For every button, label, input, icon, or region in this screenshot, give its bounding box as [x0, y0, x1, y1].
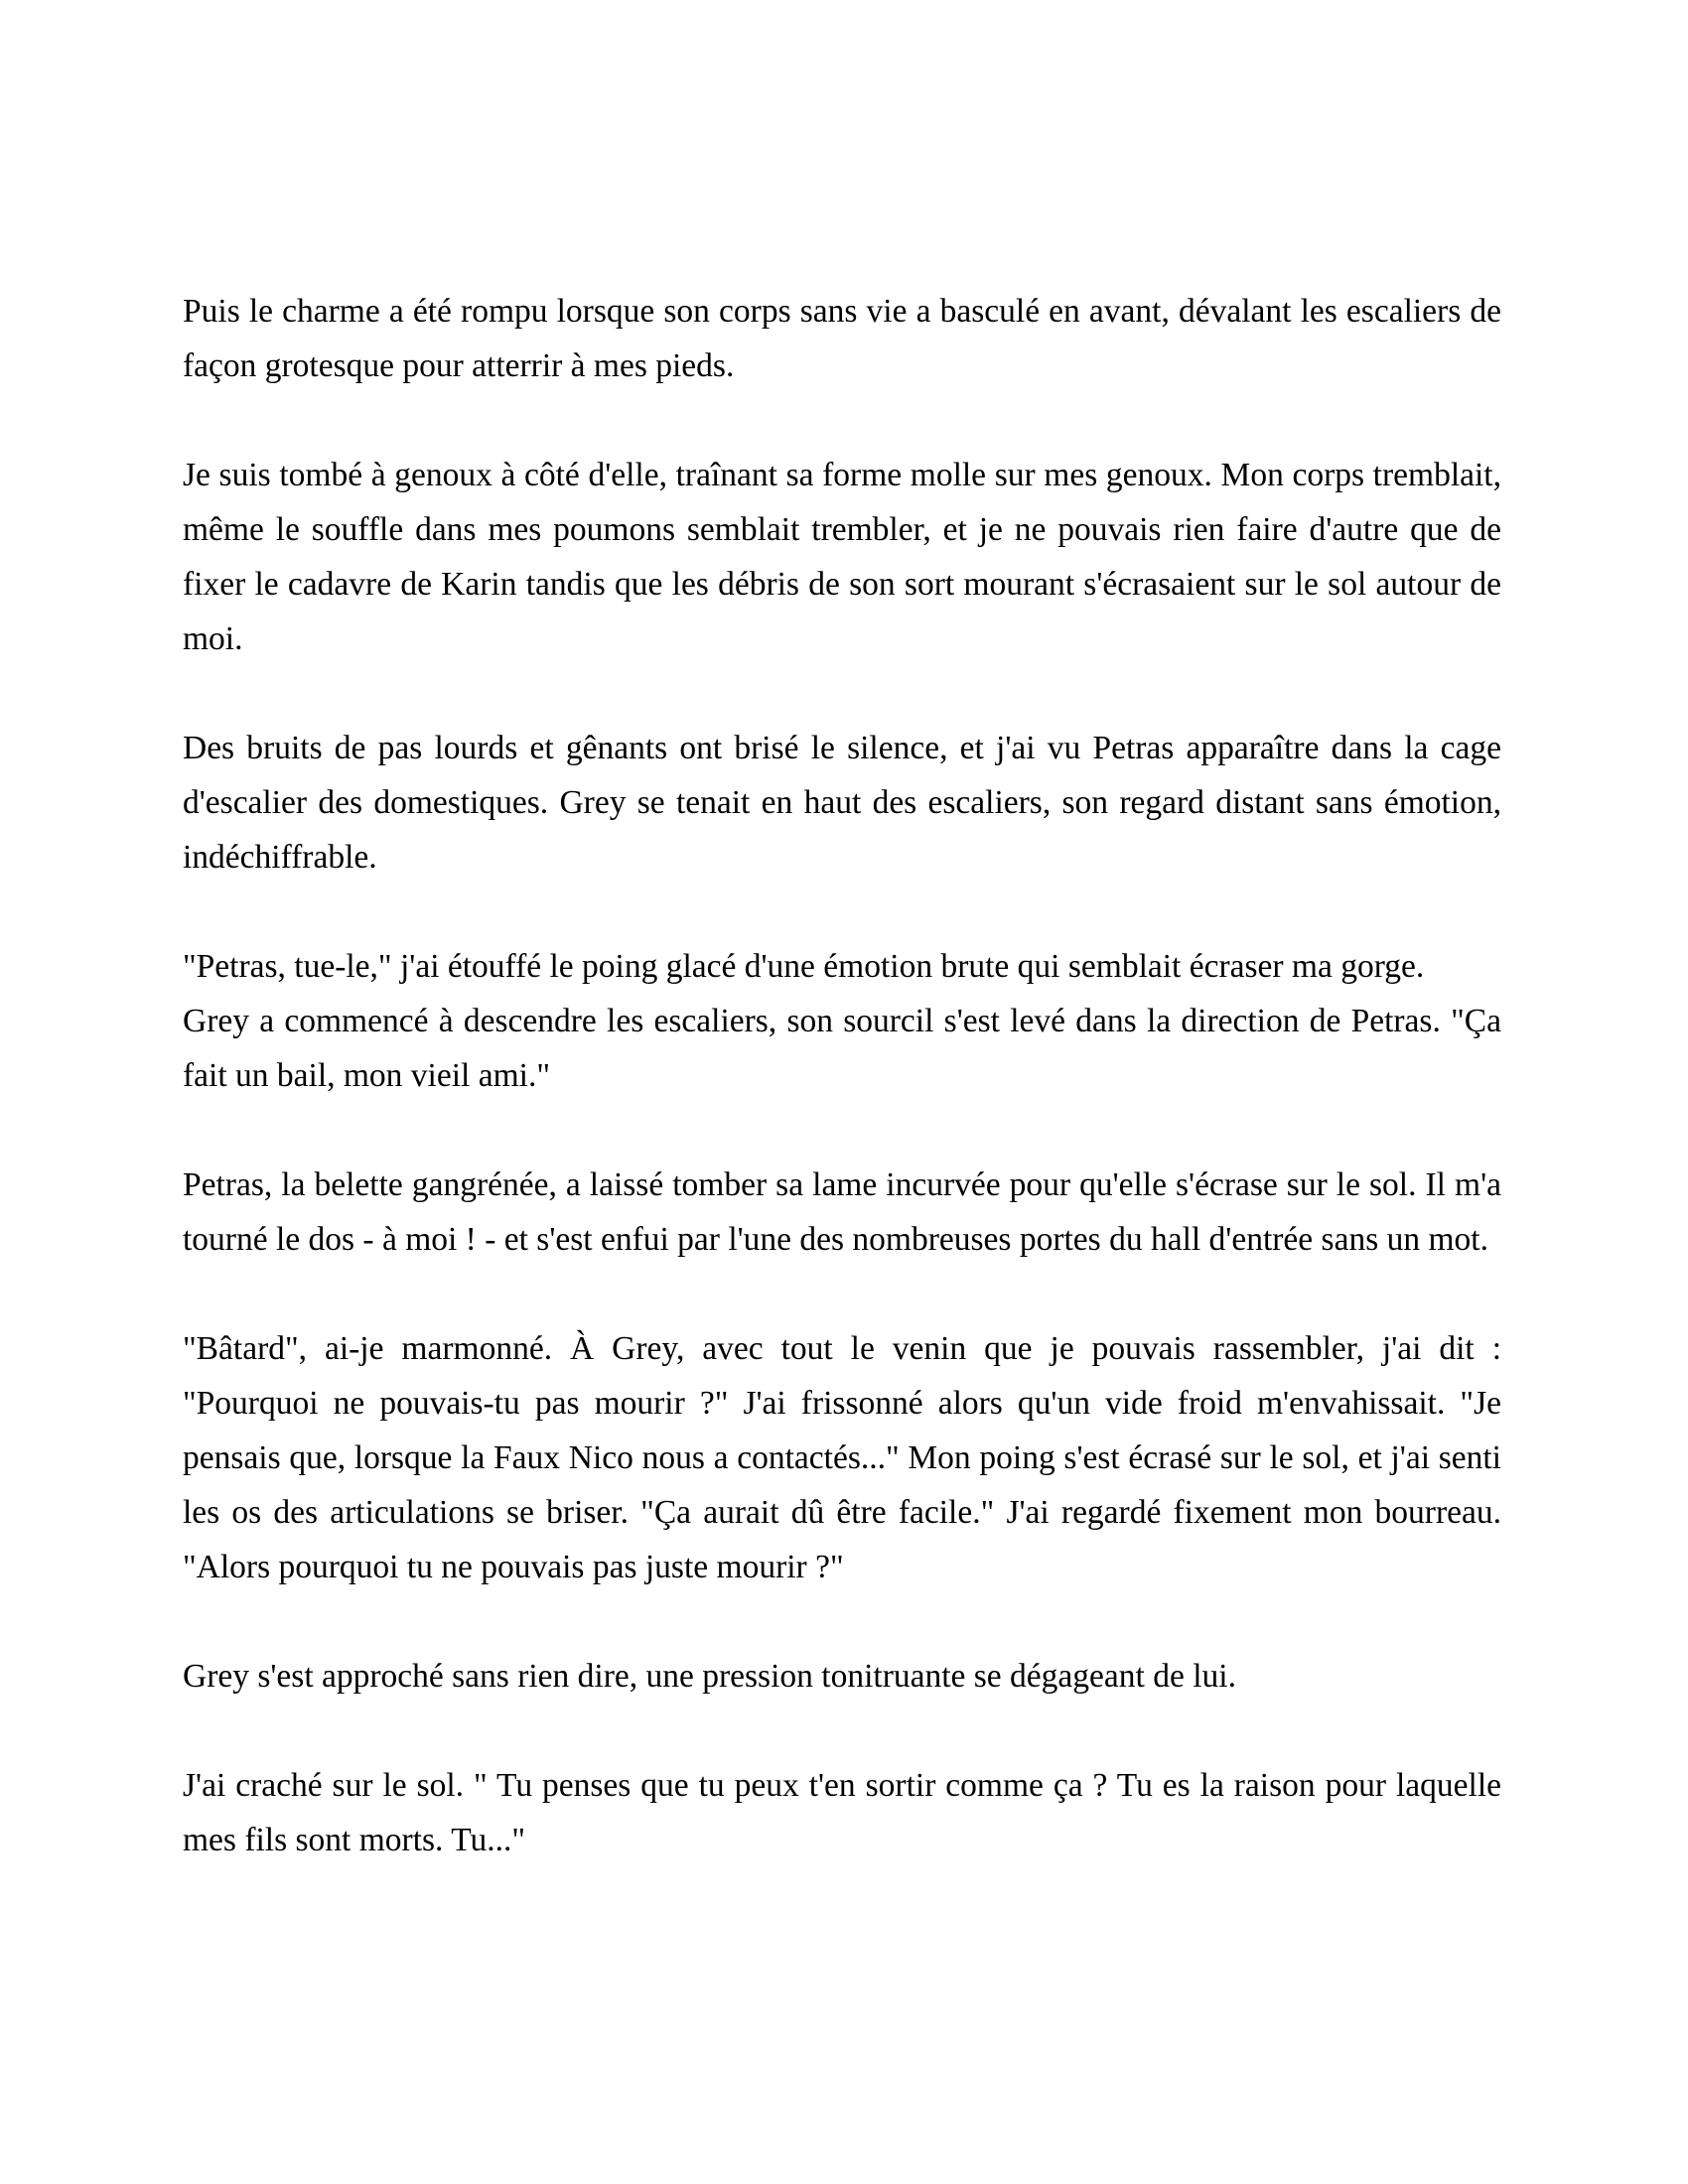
paragraph: J'ai craché sur le sol. " Tu penses que tu peux t'en sortir comme ça ? Tu es la raison pour laquelle mes fils sont morts. Tu..." [183, 1767, 1501, 1858]
paragraph: Des bruits de pas lourds et gênants ont brisé le silence, et j'ai vu Petras apparaître dans la cage d'escalier des domestiques. Grey se tenait en haut des escaliers, son regard distant sans émotion, indéchiffrable. [183, 730, 1501, 876]
document-body [183, 284, 1501, 1922]
paragraph: "Bâtard", ai-je marmonné. À Grey, avec tout le venin que je pouvais rassembler, j'ai dit : "Pourquoi ne pouvais-tu pas mourir ?" J'ai frissonné alors qu'un vide froid m'envahissait. "Je pensais que, lorsque la Faux Nico nous a contactés..." Mon poing s'est écrasé sur le sol, et j'ai senti les os des articulations se briser. "Ça aurait dû être facile." J'ai regardé fixement mon bourreau. "Alors pourquoi tu ne pouvais pas juste mourir ?" [183, 1330, 1501, 1585]
paragraph: Puis le charme a été rompu lorsque son corps sans vie a basculé en avant, dévalant les escaliers de façon grotesque pour atterrir à mes pieds. [183, 293, 1501, 384]
paragraph: Grey a commencé à descendre les escaliers, son sourcil s'est levé dans la direction de Petras. "Ça fait un bail, mon vieil ami." [183, 1003, 1501, 1094]
paragraph: Petras, la belette gangrénée, a laissé tomber sa lame incurvée pour qu'elle s'écrase sur le sol. Il m'a tourné le dos - à moi ! - et s'est enfui par l'une des nombreuses portes du hall d'entrée sans un mot. [183, 1166, 1501, 1258]
paragraph: "Petras, tue-le," j'ai étouffé le poing glacé d'une émotion brute qui semblait écraser ma gorge. [183, 948, 1425, 985]
paragraph: Grey s'est approché sans rien dire, une pression tonitruante se dégageant de lui. [183, 1658, 1236, 1695]
paragraph: Je suis tombé à genoux à côté d'elle, traînant sa forme molle sur mes genoux. Mon corps tremblait, même le souffle dans mes poumons semblait trembler, et je ne pouvais rien faire d'autre que de fixer le cadavre de Karin tandis que les débris de son sort mourant s'écrasaient sur le sol autour de moi. [183, 457, 1501, 657]
